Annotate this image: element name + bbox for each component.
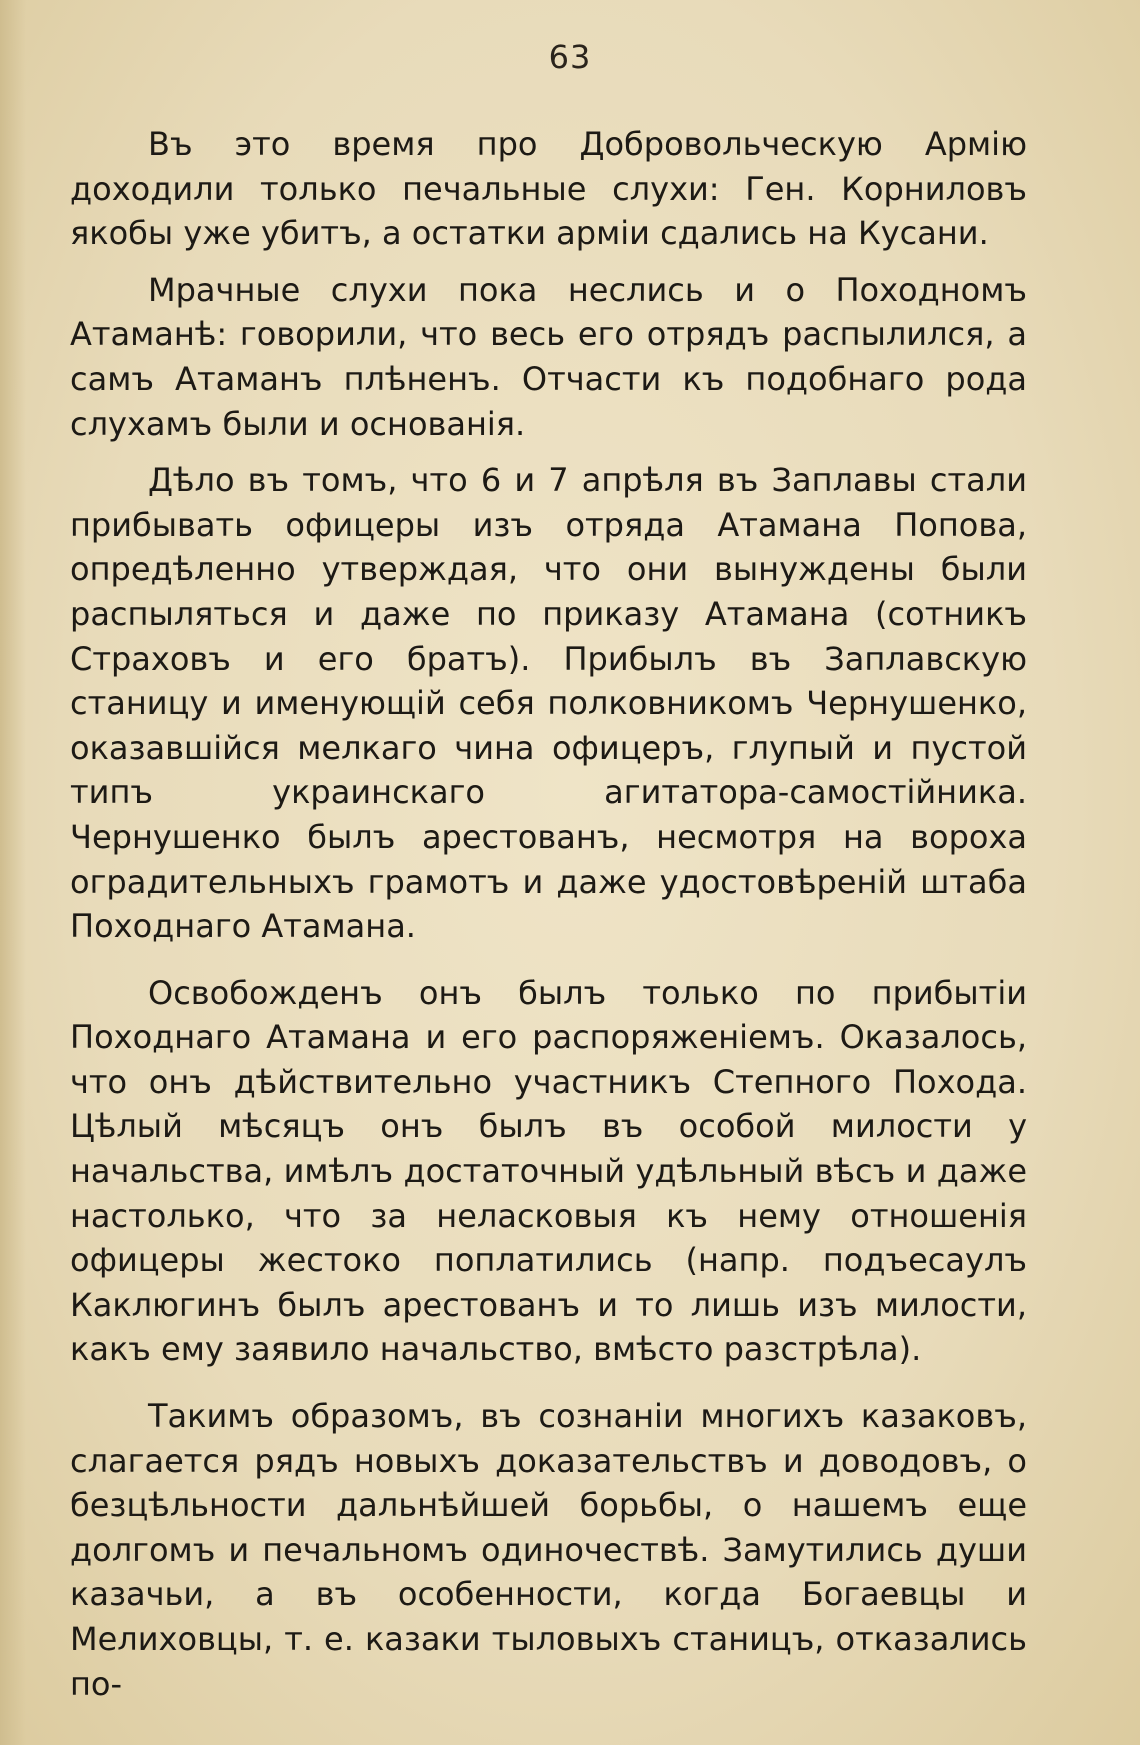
paragraph: Освобожденъ онъ былъ только по прибытіи Походнаго Атамана и его распоряженіемъ. Оказалось, что онъ дѣйствительно участникъ Степного Похода. Цѣлый мѣсяцъ онъ былъ въ особой милости у начальства, имѣлъ достаточный удѣльный вѣсъ и даже настолько, что за неласковыя къ нему отношенія офицеры жестоко поплатились (напр. подъесаулъ Каклюгинъ былъ арестованъ и то лишь изъ милости, какъ ему заявило начальство, вмѣсто разстрѣла). [70,973,1027,1369]
body-text [70,122,1027,1706]
paragraph: Мрачные слухи пока неслись и о Походномъ Атаманѣ: говорили, что весь его отрядъ распылился, а самъ Атаманъ плѣненъ. Отчасти къ подобнаго рода слухамъ были и основанія. [70,270,1027,443]
paragraph: Дѣло въ томъ, что 6 и 7 апрѣля въ Заплавы стали прибывать офицеры изъ отряда Атамана Попова, опредѣленно утверждая, что они вынуждены были распыляться и даже по приказу Атамана (сотникъ Страховъ и его братъ). Прибылъ въ Заплавскую станицу и именующій себя полковникомъ Чернушенко, оказавшійся мелкаго чина офицеръ, глупый и пустой типъ украинскаго агитатора-самостійника. Чернушенко былъ арестованъ, несмотря на вороха оградительныхъ грамотъ и даже удостовѣреній штаба Походнаго Атамана. [70,461,1027,946]
page-number: 63 [548,38,592,76]
paragraph: Въ это время про Добровольческую Армію доходили только печальные слухи: Ген. Корниловъ якобы уже убитъ, а остатки арміи сдались на Кусани. [70,125,1027,253]
paragraph: Такимъ образомъ, въ сознаніи многихъ казаковъ, слагается рядъ новыхъ доказательствъ и доводовъ, о безцѣльности дальнѣйшей борьбы, о нашемъ еще долгомъ и печальномъ одиночествѣ. Замутились души казачьи, а въ особенности, когда Богаевцы и Мелиховцы, т. е. казаки тыловыхъ станицъ, отказались по- [70,1397,1027,1703]
page-edge-shadow [0,0,26,1745]
